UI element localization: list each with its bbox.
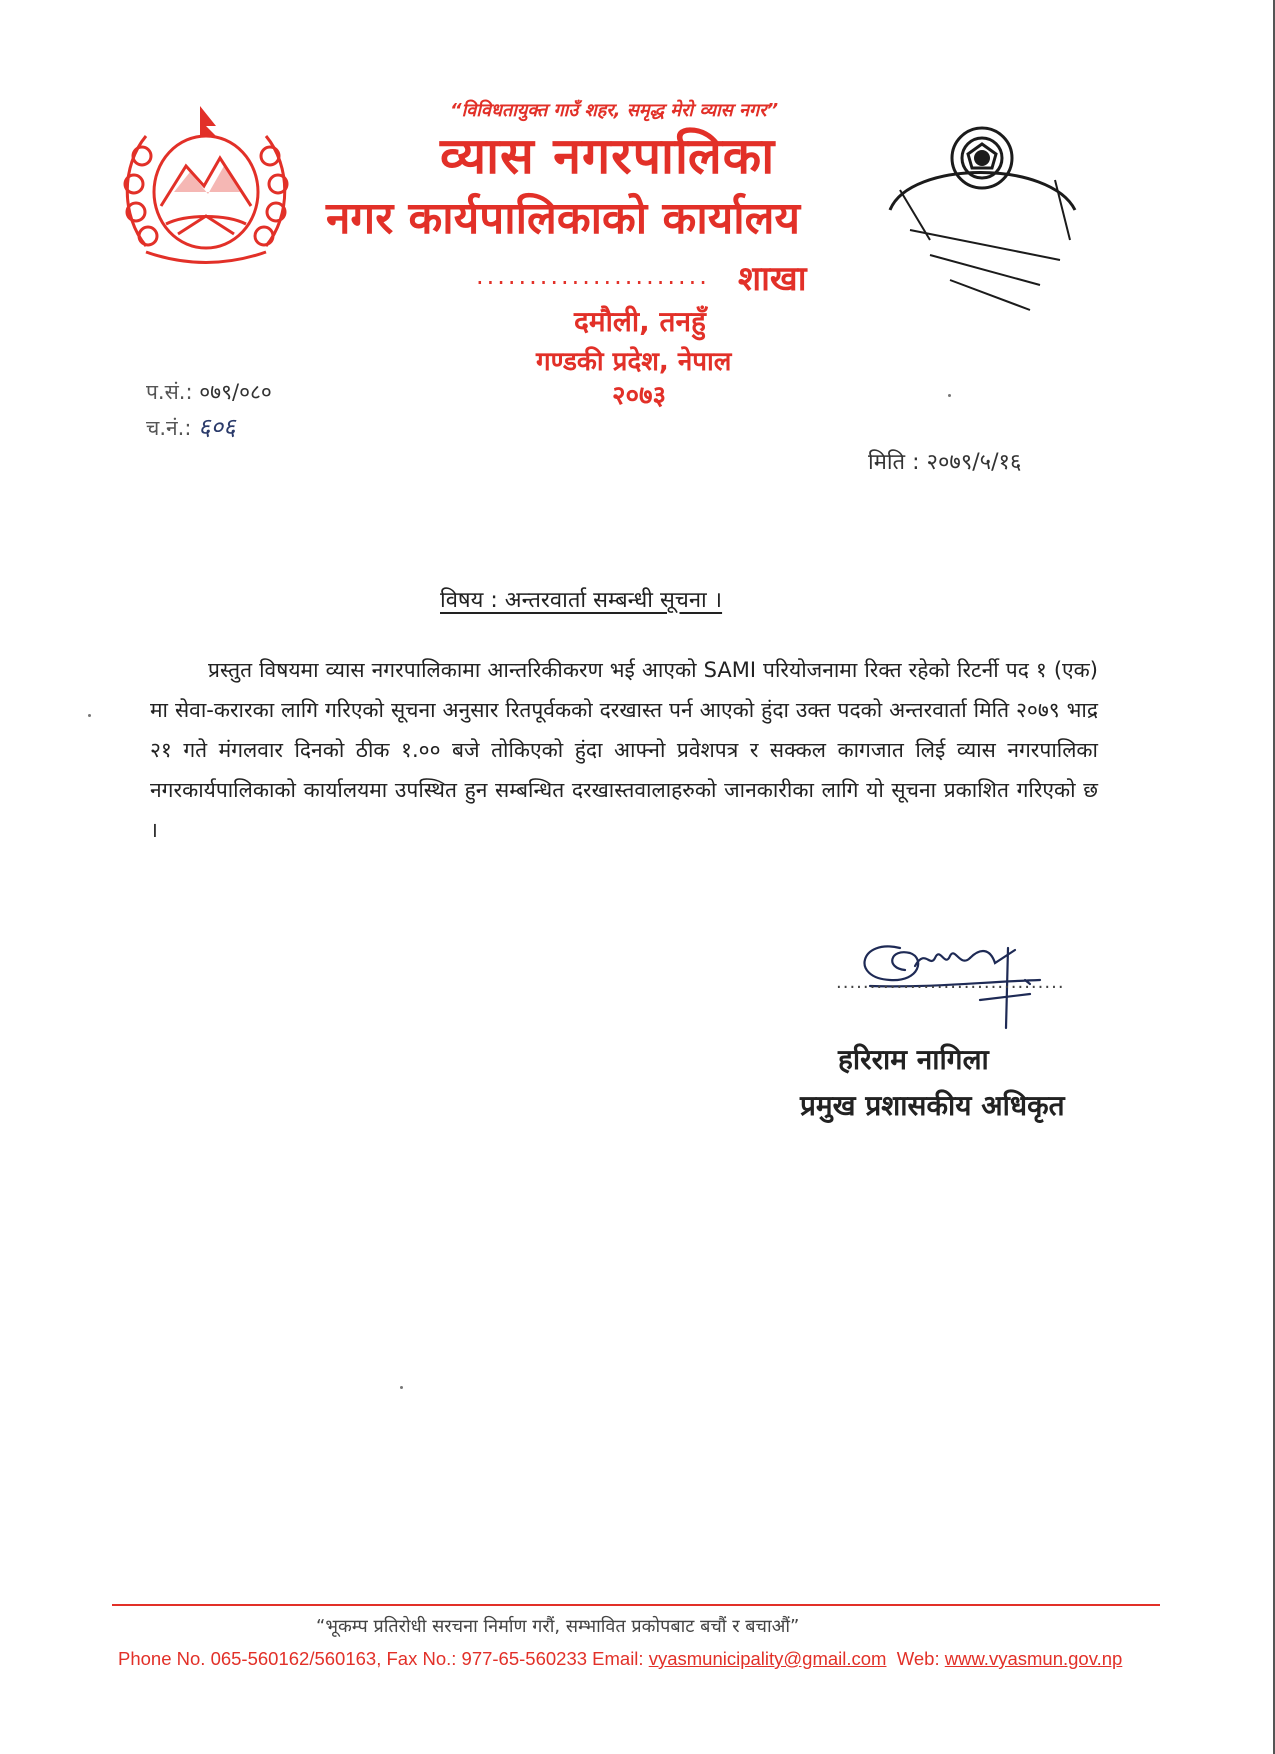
dispatch-number-value: ६०६ (198, 413, 236, 441)
letter-subject: विषय : अन्तरवार्ता सम्बन्धी सूचना । (440, 588, 723, 613)
letterhead-slogan: “विविधतायुक्त गाउँ शहर, समृद्ध मेरो व्यास नगर” (450, 100, 779, 121)
letter-number-value: ०७९/०८० (199, 380, 272, 404)
date-value: २०७९/५/१६ (926, 450, 1022, 475)
date-label: मिति : (868, 450, 920, 475)
signer-name: हरिराम नागिला (838, 1043, 989, 1076)
dispatch-number-label: च.नं.: (146, 416, 192, 440)
signature-line: .................................. (836, 972, 1065, 993)
scan-speck (88, 714, 91, 717)
letter-date (868, 446, 1021, 476)
nepal-emblem-icon (116, 96, 296, 268)
branch-blank: ...................... (476, 262, 710, 290)
letter-body: प्रस्तुत विषयमा व्यास नगरपालिकामा आन्तरिकीकरण भई आएको SAMI परियोजनामा रिक्त रहेको रिटर्नी पद १ (एक) मा सेवा-करारका लागि गरिएको सूचना अनुसार रितपूर्वकको दरखास्त पर्न आएको हुंदा उक्त पदको अन्तरवार्ता मिति २०७९ भाद्र २१ गते मंगलवार दिनको ठीक १.०० बजे तोकिएको हुंदा आफ्नो प्रवेशपत्र र सक्कल कागजात लिई व्यास नगरपालिका नगरकार्यपालिकाको कार्यालयमा उपस्थित हुन सम्बन्धित दरखास्तवालाहरुको जानकारीका लागि यो सूचना प्रकाशित गरिएको छ । (150, 658, 1098, 842)
municipality-stamp-icon (870, 120, 1090, 330)
web-label: Web: (896, 1648, 940, 1669)
footer-slogan: “भूकम्प प्रतिरोधी सरचना निर्माण गरौं, सम्भावित प्रकोपबाट बचौं र बचाऔं” (316, 1616, 800, 1637)
scan-speck (400, 1386, 403, 1389)
footer-divider (112, 1604, 1160, 1606)
office-address: दमौली, तनहुँ (574, 305, 706, 338)
scan-speck (948, 394, 951, 397)
letter-number-label: प.सं.: (146, 380, 193, 404)
contact-email-link[interactable]: vyasmunicipality@gmail.com (648, 1648, 887, 1669)
dispatch-number (146, 410, 236, 443)
website-link[interactable]: www.vyasmun.gov.np (944, 1648, 1123, 1669)
branch-label: शाखा (738, 259, 807, 299)
signer-title: प्रमुख प्रशासकीय अधिकृत (800, 1089, 1065, 1122)
office-province: गण्डकी प्रदेश, नेपाल (536, 347, 732, 377)
footer-contact (118, 1648, 1122, 1670)
contact-phone-fax: Phone No. 065-560162/560163, Fax No.: 977-65-560233 Email: (118, 1648, 644, 1669)
letter-number (146, 378, 272, 406)
municipality-name: व्यास नगरपालिका (440, 127, 776, 185)
established-year: २०७३ (612, 381, 667, 411)
office-name: नगर कार्यपालिकाको कार्यालय (326, 193, 800, 244)
